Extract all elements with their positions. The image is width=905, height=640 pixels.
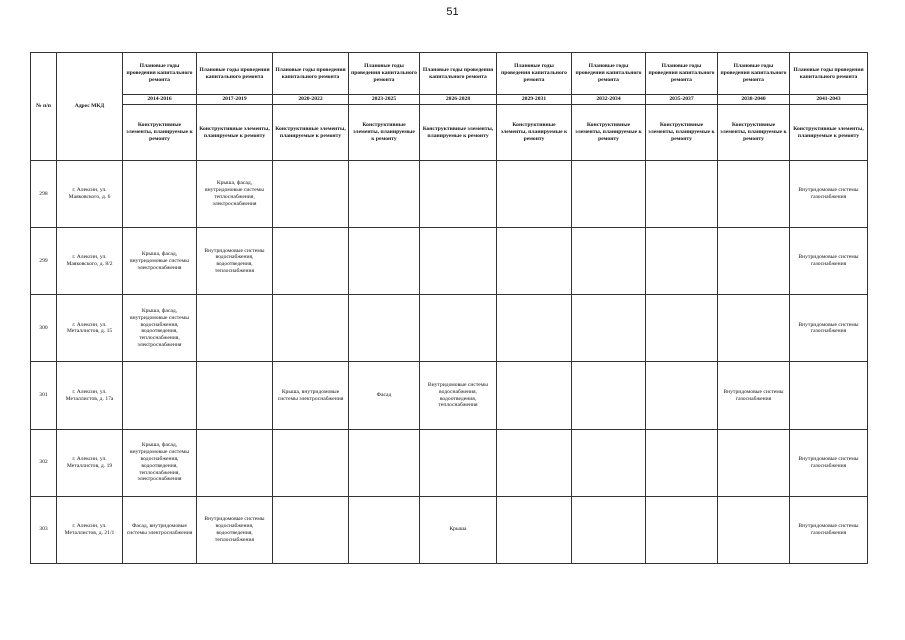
table-cell	[646, 362, 718, 429]
table-cell	[497, 161, 572, 228]
table-cell	[123, 161, 197, 228]
elements-header: Конструктивные элементы, планируемые к ремонту	[420, 105, 497, 161]
table-cell: Крыша, фасад, внутридомовые системы теплоснабжения, электроснабжения	[197, 161, 273, 228]
table-cell	[123, 362, 197, 429]
table-cell	[273, 429, 349, 496]
table-cell	[572, 161, 646, 228]
header-row-periods	[31, 95, 868, 105]
table-cell: Внутридомовые системы водоснабжения, водоотведения, теплоснабжения	[197, 228, 273, 295]
table-row	[31, 429, 868, 496]
elements-header: Конструктивные элементы, планируемые к ремонту	[790, 105, 868, 161]
table-cell	[497, 295, 572, 362]
planned-years-header: Плановые годы проведения капитального ремонта	[497, 53, 572, 95]
table-cell: Внутридомовые системы газоснабжения	[790, 295, 868, 362]
table-cell: Внутридомовые системы газоснабжения	[790, 429, 868, 496]
period-header: 2023-2025	[349, 95, 420, 105]
table-cell: Внутридомовые системы водоснабжения, водоотведения, теплоснабжения	[420, 362, 497, 429]
elements-header: Конструктивные элементы, планируемые к ремонту	[497, 105, 572, 161]
period-header: 2026-2028	[420, 95, 497, 105]
table-cell	[497, 362, 572, 429]
table-cell	[646, 496, 718, 563]
row-address: г. Алексин, ул. Металлистов, д. 15	[57, 295, 123, 362]
period-header: 2017-2019	[197, 95, 273, 105]
row-address: г. Алексин, ул. Маяковского, д. 8/2	[57, 228, 123, 295]
table-cell	[197, 295, 273, 362]
table-cell: Внутридомовые системы газоснабжения	[790, 161, 868, 228]
row-address: г. Алексин, ул. Металлистов, д. 21/1	[57, 496, 123, 563]
period-header: 2029-2031	[497, 95, 572, 105]
row-number: 301	[31, 362, 57, 429]
planned-years-header: Плановые годы проведения капитального ремонта	[420, 53, 497, 95]
table-cell	[572, 496, 646, 563]
table-cell	[646, 161, 718, 228]
planned-years-header: Плановые годы проведения капитального ремонта	[646, 53, 718, 95]
row-number: 300	[31, 295, 57, 362]
table-row	[31, 362, 868, 429]
table-cell	[349, 429, 420, 496]
table-cell: Крыша	[420, 496, 497, 563]
planned-years-header: Плановые годы проведения капитального ремонта	[718, 53, 790, 95]
table-cell	[273, 496, 349, 563]
table-cell	[718, 429, 790, 496]
row-address: г. Алексин, ул. Металлистов, д. 17а	[57, 362, 123, 429]
table-cell	[718, 228, 790, 295]
table-cell	[718, 496, 790, 563]
capital-repair-plan-table	[30, 52, 868, 564]
planned-years-header: Плановые годы проведения капитального ремонта	[572, 53, 646, 95]
table-cell: Внутридомовые системы газоснабжения	[718, 362, 790, 429]
row-address: г. Алексин, ул. Маяковского, д. 6	[57, 161, 123, 228]
planned-years-header: Плановые годы проведения капитального ремонта	[349, 53, 420, 95]
planned-years-header: Плановые годы проведения капитального ремонта	[790, 53, 868, 95]
table-cell: Крыша, фасад, внутридомовые системы водоснабжения, водоотведения, теплоснабжения, электроснабжения	[123, 295, 197, 362]
period-header: 2035-2037	[646, 95, 718, 105]
table-cell	[572, 362, 646, 429]
table-cell	[497, 228, 572, 295]
elements-header: Конструктивные элементы, планируемые к ремонту	[123, 105, 197, 161]
table-cell	[349, 295, 420, 362]
elements-header: Конструктивные элементы, планируемые к ремонту	[718, 105, 790, 161]
table-row	[31, 228, 868, 295]
period-header: 2038-2040	[718, 95, 790, 105]
table-cell	[273, 228, 349, 295]
table-row	[31, 161, 868, 228]
row-address: г. Алексин, ул. Металлистов, д. 19	[57, 429, 123, 496]
table-cell	[420, 295, 497, 362]
table-cell	[273, 295, 349, 362]
period-header: 2020-2022	[273, 95, 349, 105]
table-cell	[420, 161, 497, 228]
header-row-elements	[31, 105, 868, 161]
table-row	[31, 295, 868, 362]
row-number: 303	[31, 496, 57, 563]
table-cell	[273, 161, 349, 228]
table-cell	[646, 228, 718, 295]
elements-header: Конструктивные элементы, планируемые к ремонту	[349, 105, 420, 161]
table-cell: Крыша, фасад, внутридомовые системы электроснабжения	[123, 228, 197, 295]
table-row	[31, 496, 868, 563]
table-cell	[572, 228, 646, 295]
table-cell	[197, 429, 273, 496]
col-num-header: № п/п	[31, 53, 57, 161]
elements-header: Конструктивные элементы, планируемые к ремонту	[273, 105, 349, 161]
table-cell	[572, 295, 646, 362]
table-cell: Фасад	[349, 362, 420, 429]
table-cell	[349, 496, 420, 563]
period-header: 2032-2034	[572, 95, 646, 105]
planned-years-header: Плановые годы проведения капитального ремонта	[197, 53, 273, 95]
planned-years-header: Плановые годы проведения капитального ремонта	[123, 53, 197, 95]
elements-header: Конструктивные элементы, планируемые к ремонту	[197, 105, 273, 161]
period-header: 2014-2016	[123, 95, 197, 105]
table-cell: Внутридомовые системы газоснабжения	[790, 228, 868, 295]
table-cell	[646, 295, 718, 362]
table-cell	[197, 362, 273, 429]
planned-years-header: Плановые годы проведения капитального ремонта	[273, 53, 349, 95]
elements-header: Конструктивные элементы, планируемые к ремонту	[646, 105, 718, 161]
page-number: 51	[446, 6, 459, 18]
header-row-planned-years	[31, 53, 868, 95]
table-cell	[646, 429, 718, 496]
row-number: 302	[31, 429, 57, 496]
table-cell	[718, 295, 790, 362]
table-cell	[349, 161, 420, 228]
elements-header: Конструктивные элементы, планируемые к ремонту	[572, 105, 646, 161]
table-cell: Крыша, фасад, внутридомовые системы водоснабжения, водоотведения, теплоснабжения, электроснабжения	[123, 429, 197, 496]
table-cell	[497, 496, 572, 563]
table-cell	[718, 161, 790, 228]
table-cell	[420, 228, 497, 295]
table-cell: Внутридомовые системы газоснабжения	[790, 496, 868, 563]
table-cell: Внутридомовые системы водоснабжения, водоотведения, теплоснабжения	[197, 496, 273, 563]
table-cell	[790, 362, 868, 429]
table-cell	[349, 228, 420, 295]
table-cell	[572, 429, 646, 496]
table-cell: Крыша, внутридомовые системы электроснабжения	[273, 362, 349, 429]
table-cell: Фасад, внутридомовые системы электроснабжения	[123, 496, 197, 563]
period-header: 2041-2043	[790, 95, 868, 105]
col-address-header: Адрес МКД	[57, 53, 123, 161]
row-number: 298	[31, 161, 57, 228]
table-cell	[497, 429, 572, 496]
row-number: 299	[31, 228, 57, 295]
table-cell	[420, 429, 497, 496]
